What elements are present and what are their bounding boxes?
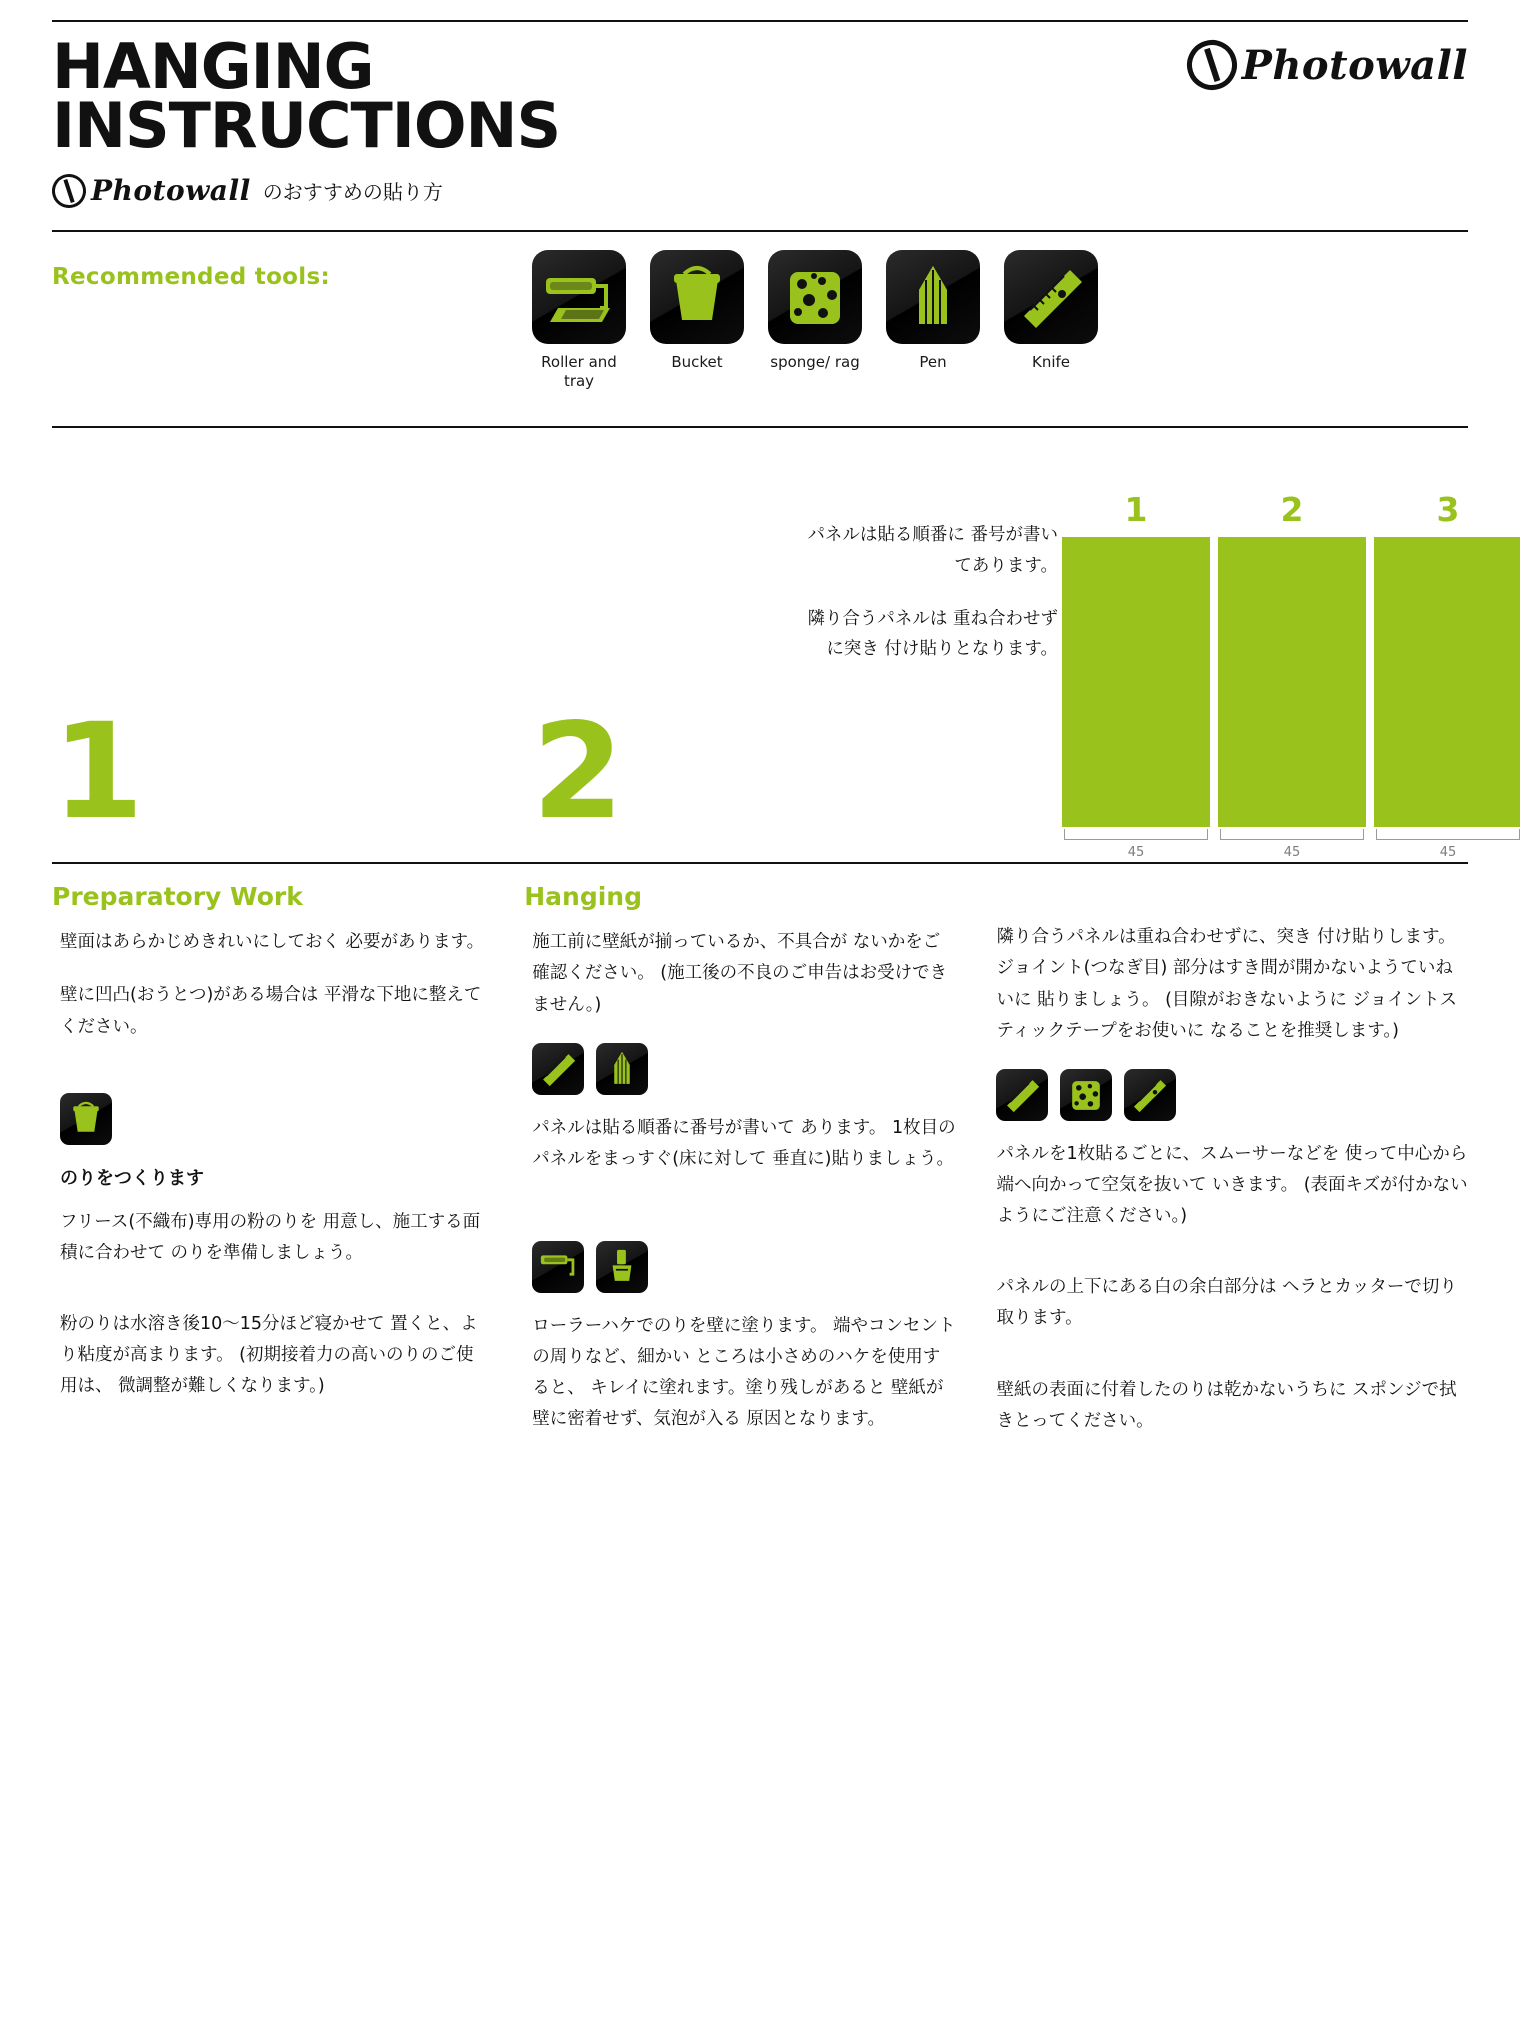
photowall-logo-header — [1187, 40, 1468, 90]
panel-box-2 — [1218, 537, 1366, 827]
pen-icon — [532, 1043, 584, 1095]
col2-paragraph-3: ローラーハケでのりを壁に塗ります。 端やコンセントの周りなど、細かい ところは小さめのハケを使用すると、 キレイに塗れます。塗り残しがあると 壁紙が壁に密着せず、気泡が入る 原因となります。 — [532, 1315, 956, 1430]
col2-icon-row-2 — [524, 1241, 956, 1293]
col1-icon-row — [52, 1093, 484, 1145]
brush-icon — [596, 1241, 648, 1293]
col2-paragraph-2: パネルは貼る順番に番号が書いて あります。 1枚目のパネルをまっすぐ(床に対して 垂直に)貼りましょう。 — [532, 1117, 956, 1169]
panel-width-3: 45 — [1374, 829, 1520, 860]
panel-note-line-1: パネルは貼る順番に 番号が書いてあります。 — [807, 525, 1058, 576]
bucket-icon — [650, 250, 744, 344]
panel-box-3 — [1374, 537, 1520, 827]
col3-paragraph-4: 壁紙の表面に付着したのりは乾かないうちに スポンジで拭きとってください。 — [996, 1379, 1457, 1431]
column-1-heading: Preparatory Work — [52, 882, 303, 912]
page-header — [52, 22, 1468, 208]
subtitle-row — [52, 174, 1468, 208]
tool-caption: Knife — [1031, 352, 1071, 371]
col2-icon-row-1 — [524, 1043, 956, 1095]
photowall-mark-icon-header — [1180, 33, 1243, 96]
col1-subheading: のりをつくります — [60, 1167, 204, 1189]
pen-icon — [886, 250, 980, 344]
step-number-1: 1 — [52, 695, 144, 850]
panel-number-1: 1 — [1124, 490, 1148, 530]
knife-icon — [1004, 250, 1098, 344]
panel-width-2: 45 — [1218, 829, 1366, 860]
column-jointing — [996, 882, 1468, 1459]
col3-paragraph-2: パネルを1枚貼るごとに、スムーサーなどを 使って中心から端へ向かって空気を抜いて いきます。 (表面キズが付かないようにご注意ください。) — [996, 1143, 1468, 1227]
recommended-tools-section — [52, 230, 1468, 391]
panel-width-1: 45 — [1062, 829, 1210, 860]
tool-caption: Roller and tray — [541, 352, 617, 390]
col1-paragraph-3: フリース(不織布)専用の粉のりを 用意し、施工する面積に合わせて のりを準備しましょう。 — [60, 1211, 481, 1263]
panel-number-3: 3 — [1436, 490, 1460, 530]
tool-bucket — [650, 250, 744, 391]
tool-sponge-rag — [768, 250, 862, 391]
roller-icon — [532, 1241, 584, 1293]
tool-pen — [886, 250, 980, 391]
panel-note-line-2: 隣り合うパネルは 重ね合わせずに突き 付け貼りとなります。 — [807, 608, 1058, 660]
col1-paragraph-2: 壁に凹凸(おうとつ)がある場合は 平滑な下地に整えてください。 — [60, 985, 482, 1037]
col3-paragraph-1: 隣り合うパネルは重ね合わせずに、突き 付け貼りします。ジョイント(つなぎ目) 部分はすき間が開かないようていねいに 貼りましょう。 (目隙がおきないように ジョイントスティックテープをお使いに なることを推奨します。) — [996, 927, 1457, 1041]
col3-icon-row — [996, 1069, 1468, 1121]
steps-diagram-section — [52, 426, 1468, 861]
title-line-1: HANGING — [52, 30, 374, 103]
bucket-icon — [60, 1093, 112, 1145]
panel-diagram — [1062, 490, 1520, 860]
tool-roller-and-tray — [532, 250, 626, 391]
knife-icon — [996, 1069, 1048, 1121]
col2-paragraph-1: 施工前に壁紙が揃っているか、不具合が ないかをご確認ください。 (施工後の不良のご申告はお受けできません。) — [532, 932, 948, 1015]
col1-paragraph-4: 粉のりは水溶き後10〜15分ほど寝かせて 置くと、より粘度が高まります。 (初期接着力の高いのりのご使用は、 微調整が難しくなります。) — [60, 1314, 478, 1397]
photowall-wordmark-header: Photowall — [1241, 41, 1468, 89]
pencil-icon — [596, 1043, 648, 1095]
tool-caption: sponge/ rag — [770, 352, 860, 371]
photowall-wordmark: Photowall — [91, 174, 251, 208]
instruction-sheet — [0, 20, 1520, 2020]
sponge-rag-icon — [768, 250, 862, 344]
photowall-logo-subtitle — [52, 174, 251, 208]
recommended-tools-label: Recommended tools: — [52, 263, 330, 290]
column-hanging — [524, 882, 996, 1459]
tool-caption: Pen — [919, 352, 947, 371]
instruction-columns — [52, 862, 1468, 1459]
panel-number-2: 2 — [1280, 490, 1304, 530]
col3-paragraph-3: パネルの上下にある白の余白部分は ヘラとカッターで切り取ります。 — [996, 1277, 1457, 1329]
panel-number-row — [1062, 490, 1520, 529]
tool-caption: Bucket — [671, 352, 723, 371]
roller-and-tray-icon — [532, 250, 626, 344]
column-preparatory-work — [52, 882, 524, 1459]
title-line-2: INSTRUCTIONS — [52, 88, 561, 162]
subtitle-text: のおすすめの貼り方 — [262, 180, 443, 205]
panel-note — [800, 520, 1058, 687]
panel-dimension-row — [1062, 829, 1520, 860]
tools-row — [532, 250, 1098, 391]
tool-knife — [1004, 250, 1098, 391]
panel-boxes — [1062, 537, 1520, 827]
column-2-heading: Hanging — [524, 882, 642, 912]
photowall-mark-icon — [48, 169, 91, 212]
step-number-2: 2 — [532, 695, 624, 850]
sponge-rag-icon — [1060, 1069, 1112, 1121]
col1-paragraph-1: 壁面はあらかじめきれいにしておく 必要があります。 — [60, 932, 485, 953]
panel-box-1 — [1062, 537, 1210, 827]
scraper-icon — [1124, 1069, 1176, 1121]
